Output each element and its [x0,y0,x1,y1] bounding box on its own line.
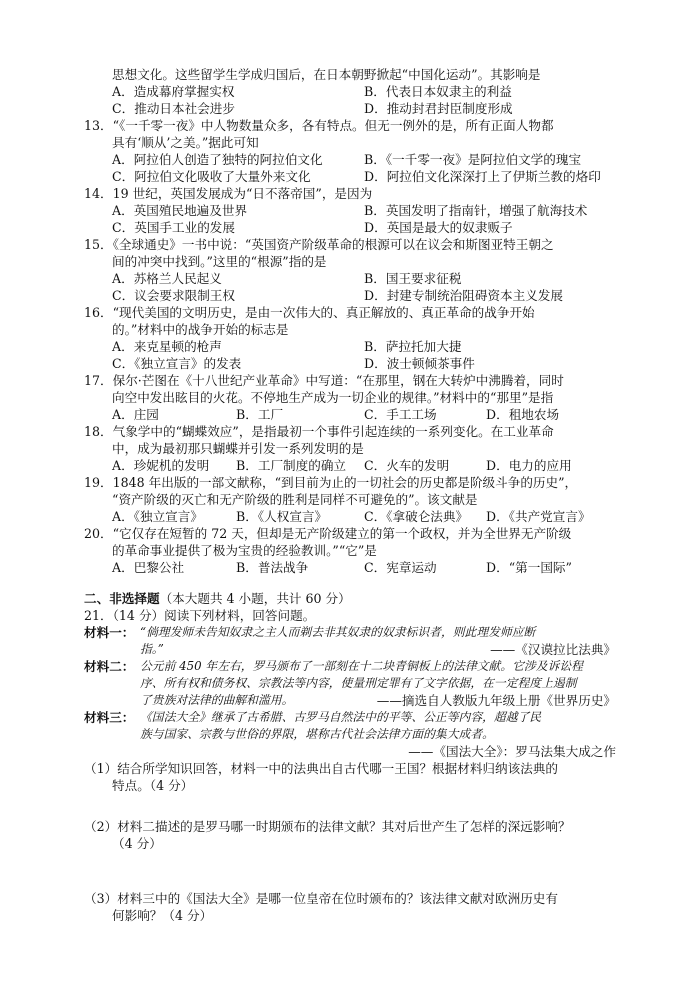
section-note: （本大题共 4 小题，共计 60 分） [159,591,351,606]
q18-stem-line2: 中，成为最初那只蝴蝶并引发一系列发明的是 [112,441,364,456]
q17-option-a: A．庄园 [112,407,159,422]
q20-option-d: D．“第一国际” [486,560,572,575]
q15-stem-line2: 间的冲突中找到。”这里的“根源”指的是 [112,254,327,269]
q13-option-a: A．阿拉伯人创造了独特的阿拉伯文化 [112,152,323,167]
q16-option-d: D．波士顿倾茶事件 [364,356,475,371]
q16-option-c: C．《独立宣言》的发表 [112,356,242,371]
q12-option-c: C．推动日本社会进步 [112,101,235,116]
q13-option-d: D．阿拉伯文化深深打上了伊斯兰教的烙印 [364,169,601,184]
q13-stem-line2: 具有‘顺从’之美。”据此可知 [112,135,259,150]
material1-line2: 指。” [140,642,164,656]
q18-stem-line1: 18．气象学中的“蝴蝶效应”，是指最初一个事件引起连续的一系列变化。在工业革命 [84,424,554,439]
q14-option-a: A．英国殖民地遍及世界 [112,203,248,218]
section-title: 二、非选择题 [84,591,160,606]
q14-option-b: B．英国发明了指南针，增强了航海技术 [364,203,588,218]
q18-option-c: C．火车的发明 [364,458,450,473]
q19-option-b: B．《人权宣言》 [236,509,328,524]
material2-line1: 公元前 450 年左右，罗马颁布了一部刻在十二块青铜板上的法律文献。它涉及诉讼程 [140,659,583,673]
q21-sub2-line1: （2）材料二描述的是罗马哪一时期颁布的法律文献？其对后世产生了怎样的深远影响？ [84,819,571,834]
q15-option-a: A．苏格兰人民起义 [112,271,222,286]
q19-stem-line1: 19．1848 年出版的一部文献称，“到目前为止的一切社会的历史都是阶级斗争的历史”， [84,475,578,490]
q15-option-b: B．国王要求征税 [364,271,462,286]
q12-option-b: B．代表日本奴隶主的利益 [364,84,512,99]
material3-line1: 《国法大全》继承了古希腊、古罗马自然法中的平等、公正等内容，超越了民 [140,710,542,724]
material2-source: ——摘选自人教版九年级上册《世界历史》 [376,693,616,708]
q21-sub3-line2: 何影响？（4 分） [112,908,213,923]
material1-label: 材料一： [84,625,135,640]
material1-source: ——《汉谟拉比法典》 [490,642,616,657]
q21-sub2-line2: （4 分） [112,836,162,851]
q15-option-d: D．封建专制统治阻碍资本主义发展 [364,288,564,303]
q20-option-b: B．普法战争 [236,560,309,575]
q16-stem-line1: 16．“现代美国的文明历史，是由一次伟大的、真正解放的、真正革命的战争开始 [84,305,535,320]
q14-option-c: C．英国手工业的发展 [112,220,235,235]
q18-option-a: A．珍妮机的发明 [112,458,210,473]
q15-stem-line1: 15．《全球通史》一书中说：“英国资产阶级革命的根源可以在议会和斯图亚特王朝之 [84,237,554,252]
material2-line3: 了贵族对法律的曲解和滥用。 [140,693,294,707]
q20-option-a: A．巴黎公社 [112,560,185,575]
q15-option-c: C．议会要求限制王权 [112,288,235,303]
q16-option-a: A．来克星顿的枪声 [112,339,222,354]
q13-option-b: B．《一千零一夜》是阿拉伯文学的瑰宝 [364,152,582,167]
q19-option-c: C．《拿破仑法典》 [364,509,469,524]
q17-option-c: C．手工工场 [364,407,437,422]
q18-option-b: B．工厂制度的确立 [236,458,347,473]
material3-label: 材料三： [84,710,135,725]
q20-stem-line2: 的革命事业提供了极为宝贵的经验教训。”“它”是 [112,543,377,558]
q13-option-c: C．阿拉伯文化吸收了大量外来文化 [112,169,311,184]
q19-option-d: D．《共产党宣言》 [486,509,591,524]
q16-stem-line2: 的。”材料中的战争开始的标志是 [112,322,289,337]
q12-option-d: D．推动封君封臣制度形成 [364,101,513,116]
material1-line1: “倘理发师未告知奴隶之主人而剃去非其奴隶的奴隶标识者，则此理发师应断 [140,625,536,639]
q18-option-d: D．电力的应用 [486,458,572,473]
q20-option-c: C．宪章运动 [364,560,437,575]
intro-line: 思想文化。这些留学生学成归国后，在日本朝野掀起“中国化运动”。其影响是 [112,67,541,82]
q17-option-d: D．租地农场 [486,407,560,422]
q21-intro: 21．（14 分）阅读下列材料，回答问题。 [84,608,316,623]
q17-option-b: B．工厂 [236,407,284,422]
q19-stem-line2: “资产阶级的灭亡和无产阶级的胜利是同样不可避免的”。该文献是 [112,492,478,507]
q21-sub1-line2: 特点。（4 分） [112,778,194,793]
q14-stem: 14．19 世纪，英国发展成为“日不落帝国”，是因为 [84,186,373,201]
q17-stem-line1: 17．保尔·芒图在《十八世纪产业革命》中写道：“在那里，钢在大转炉中沸腾着，同时 [84,373,564,388]
q14-option-d: D．英国是最大的奴隶贩子 [364,220,513,235]
section-heading [84,590,351,607]
q12-option-a: A．造成幕府掌握实权 [112,84,235,99]
q17-stem-line2: 向空中发出眩目的火花。不停地生产成为一切企业的规律。”材料中的“那里”是指 [112,390,554,405]
q13-stem-line1: 13．“《一千零一夜》中人物数量众多，各有特点。但无一例外的是，所有正面人物都 [84,118,554,133]
material2-label: 材料二： [84,659,135,674]
q21-sub3-line1: （3）材料三中的《国法大全》是哪一位皇帝在位时颁布的？该法律文献对欧洲历史有 [84,891,558,906]
q20-stem-line1: 20．“它仅存在短暂的 72 天，但却是无产阶级建立的第一个政权，并为全世界无产阶级 [84,526,572,541]
material2-line2: 序、所有权和债务权、宗教法等内容，使量刑定罪有了文字依据，在一定程度上遏制 [140,676,577,690]
q21-sub1-line1: （1）结合所学知识回答，材料一中的法典出自古代哪一王国？根据材料归纳该法典的 [84,761,558,776]
material3-line2: 族与国家、宗教与世俗的界限，堪称古代社会法律方面的集大成者。 [140,727,494,741]
q16-option-b: B．萨拉托加大捷 [364,339,462,354]
material3-source: ——《国法大全》：罗马法集大成之作 [408,744,616,759]
q19-option-a: A．《独立宣言》 [112,509,203,524]
